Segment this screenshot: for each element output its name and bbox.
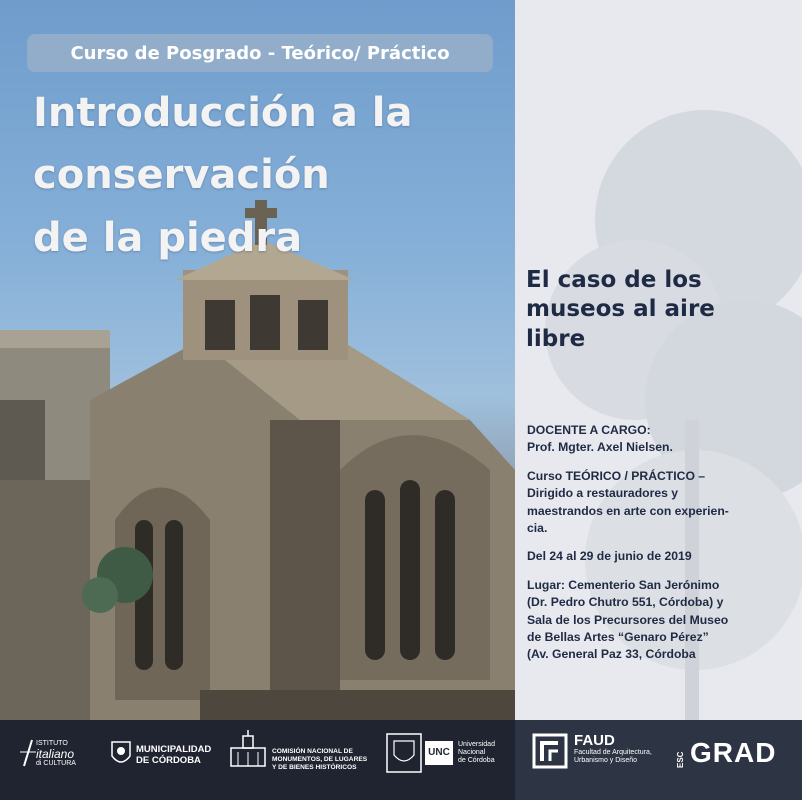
municipalidad-line: DE CÓRDOBA [136,755,201,766]
subtitle-line: libre [526,325,586,352]
dates-text: Del 24 al 29 de junio de 2019 [527,549,692,564]
esc-label: ESC [676,751,685,768]
curso-line: cia. [527,521,548,536]
municipalidad-line: MUNICIPALIDAD [136,744,212,755]
unc-shield-icon [386,733,422,773]
faud-name: FAUD [574,732,615,749]
docente-block [527,422,799,457]
curso-line: maestrandos en arte con experien- [527,503,729,518]
comision-line: MONUMENTOS, DE LUGARES [272,756,368,763]
iic-mark-icon [18,738,38,768]
title-line: conservación [33,152,330,199]
cabildo-icon [228,730,268,770]
docente-heading: DOCENTE A CARGO: [527,423,651,437]
course-title [33,82,412,269]
curso-line: Dirigido a restauradores y [527,486,679,501]
unc-line: de Córdoba [458,757,495,764]
unc-line: Nacional [458,749,486,756]
subtitle-line: museos al aire [526,296,715,323]
subtitle-line: El caso de los [526,267,702,293]
docente-name: Prof. Mgter. Axel Nielsen. [527,440,673,455]
iic-line: italiano [36,747,75,761]
iic-line: ISTITUTO [36,740,68,747]
lugar-line: (Av. General Paz 33, Córdoba [527,647,696,662]
course-subtitle [526,266,776,354]
grad-label: GRAD [690,737,777,768]
comision-line: COMISIÓN NACIONAL DE [272,748,353,755]
comision-line: Y DE BIENES HISTÓRICOS [272,764,357,771]
title-line: Introducción a la [33,90,413,136]
course-info [527,422,799,675]
title-line: de la piedra [33,214,303,261]
unc-badge: UNC [425,741,453,765]
lugar-block [527,577,799,664]
curso-block [527,468,799,538]
lugar-line: (Dr. Pedro Chutro 551, Córdoba) y [527,595,724,610]
faud-mark-icon [532,733,568,769]
lugar-line: Sala de los Precursores del Museo [527,612,729,627]
faud-sub-line: Urbanismo y Diseño [574,757,638,764]
faud-sub-line: Facultad de Arquitectura, [574,749,652,756]
unc-line: Universidad [458,741,495,748]
course-type-badge: Curso de Posgrado - Teórico/ Práctico [27,34,493,72]
iic-line: di CULTURA [36,760,76,767]
curso-line: Curso TEÓRICO / PRÁCTICO – [527,468,706,483]
dates [527,548,799,565]
coat-of-arms-icon [110,740,132,768]
lugar-line: de Bellas Artes “Genaro Pérez” [527,630,709,645]
lugar-line: Lugar: Cementerio San Jerónimo [527,577,720,592]
